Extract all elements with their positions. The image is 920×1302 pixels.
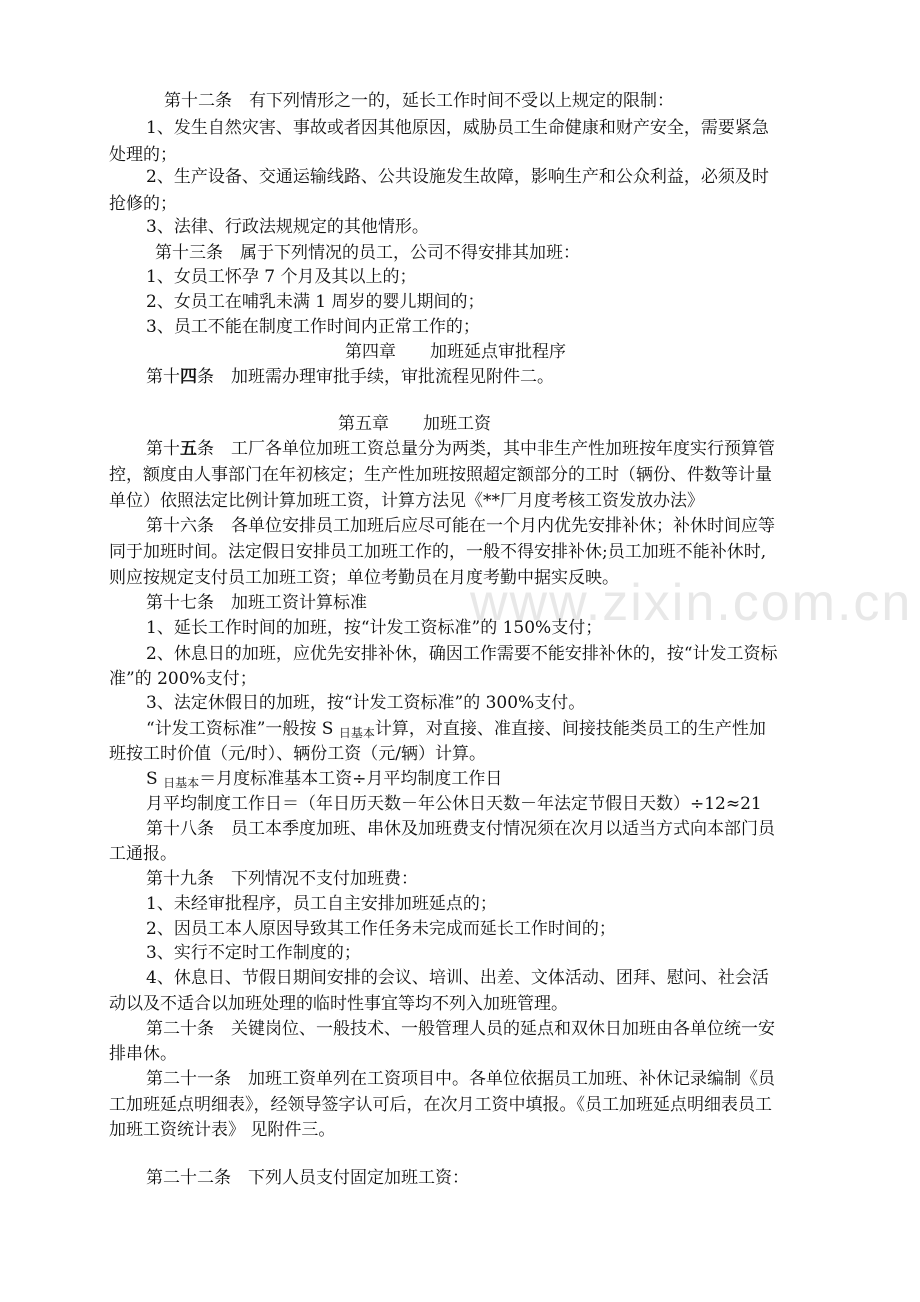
article-15-cont-2: 单位）依照法定比例计算加班工资，计算方法见《**厂月度考核工资发放办法》 [109,491,704,511]
article-19-item-4: 4、休息日、节假日期间安排的会议、培训、出差、文体活动、团拜、慰问、社会活 [146,968,769,988]
article-13-heading: 第十三条 属于下列情况的员工，公司不得安排其加班： [155,243,580,263]
article-12-item-3: 3、法律、行政法规规定的其他情形。 [146,217,429,237]
article-15-number: 五 [180,439,197,459]
chapter-5-title: 第五章 加班工资 [338,414,491,434]
article-14 [146,364,554,391]
article-16-cont-2: 则应按规定支付员工加班工资；单位考勤员在月度考勤中据实反映。 [109,568,619,588]
article-18: 第十八条 员工本季度加班、串休及加班费支付情况须在次月以适当方式向本部门员 [146,819,775,839]
article-12-heading: 第十二条 有下列情形之一的，延长工作时间不受以上规定的限制： [164,91,674,111]
formula-daily-base-subscript: 日基本 [163,776,200,790]
article-19-item-3: 3、实行不定时工作制度的； [146,943,361,963]
standard-definition-cont: 班按工时价值（元/时）、辆份工资（元/辆）计算。 [109,744,486,764]
formula-daily-base-prefix: S [146,769,164,789]
article-17-heading: 第十七条 加班工资计算标准 [146,593,367,613]
article-12-item-2-cont: 抢修的； [109,194,177,214]
article-17-item-2-cont: 准”的 200%支付； [109,669,257,689]
article-14-number: 四 [180,367,197,387]
formula-monthly-days: 月平均制度工作日＝（年日历天数－年公休日天数－年法定节假日天数）÷12≈21 [146,794,762,814]
article-17-item-3: 3、法定休假日的加班，按“计发工资标准”的 300%支付。 [146,693,586,713]
article-15-text: 条 工厂各单位加班工资总量分为两类，其中非生产性加班按年度实行预算管 [197,439,775,459]
article-13-item-1: 1、女员工怀孕 7 个月及其以上的； [146,267,417,287]
standard-definition-subscript: 日基本 [338,726,375,740]
formula-daily-base-text: ＝月度标准基本工资÷月平均制度工作日 [199,769,503,789]
article-19-heading: 第十九条 下列情况不支付加班费： [146,869,418,889]
chapter-4-title: 第四章 加班延点审批程序 [345,342,566,362]
article-22-heading: 第二十二条 下列人员支付固定加班工资： [146,1168,469,1188]
article-21: 第二十一条 加班工资单列在工资项目中。各单位依据员工加班、补休记录编制《员 [146,1069,775,1089]
article-18-cont: 工通报。 [109,844,177,864]
article-15-prefix: 第十 [146,439,180,459]
watermark: www.zixin.com.cn [470,574,913,632]
article-13-item-3: 3、员工不能在制度工作时间内正常工作的； [146,317,480,337]
article-16-cont-1: 同于加班时间。法定假日安排员工加班工作的，一般不得安排补休;员工加班不能补休时, [109,542,767,562]
standard-definition-prefix: “计发工资标准”一般按 S [146,719,339,739]
article-16: 第十六条 各单位安排员工加班后应尽可能在一个月内优先安排补休；补休时间应等 [146,516,775,536]
article-20-cont: 排串休。 [109,1044,177,1064]
article-17-item-1: 1、延长工作时间的加班，按“计发工资标准”的 150%支付； [146,618,603,638]
article-15-cont-1: 控，额度由人事部门在年初核定；生产性加班按照超定额部分的工时（辆份、件数等计量 [109,465,772,485]
article-14-text: 条 加班需办理审批手续，审批流程见附件二。 [197,367,554,387]
article-20: 第二十条 关键岗位、一般技术、一般管理人员的延点和双休日加班由各单位统一安 [146,1019,775,1039]
article-19-item-2: 2、因员工本人原因导致其工作任务未完成而延长工作时间的； [146,919,616,939]
article-13-item-2: 2、女员工在哺乳未满 1 周岁的婴儿期间的； [146,292,485,312]
article-12-item-1: 1、发生自然灾害、事故或者因其他原因，威胁员工生命健康和财产安全，需要紧急 [146,118,769,138]
article-21-cont-1: 工加班延点明细表》，经领导签字认可后，在次月工资中填报。《员工加班延点明细表员工 [109,1095,772,1115]
standard-definition-text: 计算，对直接、准直接、间接技能类员工的生产性加 [374,719,766,739]
article-14-prefix: 第十 [146,367,180,387]
article-12-item-2: 2、生产设备、交通运输线路、公共设施发生故障，影响生产和公众利益，必须及时 [146,167,769,187]
article-17-item-2: 2、休息日的加班，应优先安排补休，确因工作需要不能安排补休的，按“计发工资标 [146,644,778,664]
article-15 [146,436,775,463]
article-19-item-4-cont: 动以及不适合以加班处理的临时性事宜等均不列入加班管理。 [109,994,568,1014]
article-21-cont-2: 加班工资统计表》 见附件三。 [109,1120,336,1140]
article-19-item-1: 1、未经审批程序，员工自主安排加班延点的； [146,894,497,914]
article-12-item-1-cont: 处理的； [109,145,177,165]
